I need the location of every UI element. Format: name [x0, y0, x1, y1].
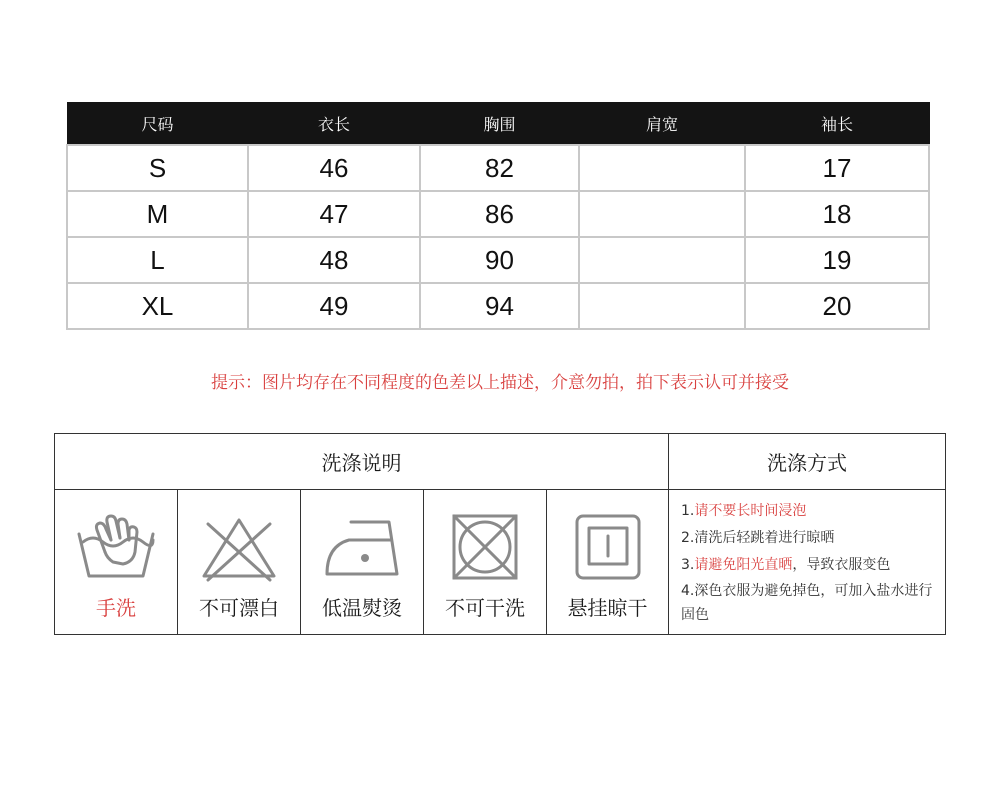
no-dry-clean-icon: [444, 512, 526, 584]
instruction-warning: 请避免阳光直晒: [694, 557, 793, 573]
cell-sleeve: 18: [745, 191, 929, 237]
low-iron-label: 低温熨烫: [322, 596, 402, 620]
header-shoulder: 肩宽: [579, 102, 745, 145]
size-table-header: [67, 102, 929, 145]
list-item: [681, 552, 935, 579]
hand-wash-icon: [75, 512, 157, 584]
cell-shoulder: [579, 237, 745, 283]
hang-dry-label: 悬挂晾干: [567, 596, 648, 620]
low-iron-icon: [321, 512, 403, 584]
care-symbol-no-dry-clean: [424, 490, 547, 634]
cell-chest: 82: [420, 145, 579, 191]
no-bleach-label: 不可漂白: [199, 596, 279, 620]
cell-length: 49: [248, 283, 420, 329]
header-chest: 胸围: [420, 102, 579, 145]
cell-length: 48: [248, 237, 420, 283]
list-item: 4.深色衣服为避免掉色，可加入盐水进行固色: [681, 583, 933, 623]
cell-chest: 86: [420, 191, 579, 237]
cell-size: L: [67, 237, 248, 283]
care-symbol-hang-dry: [547, 490, 669, 634]
list-item: [681, 498, 935, 525]
table-row: [67, 283, 929, 329]
size-table: [66, 102, 930, 330]
cell-chest: 94: [420, 283, 579, 329]
cell-size: XL: [67, 283, 248, 329]
care-symbol-hand-wash: [55, 490, 178, 634]
washing-method-list: [669, 490, 945, 634]
hang-dry-icon: [567, 512, 649, 584]
care-instructions-panel: [54, 433, 946, 635]
instruction-number: 1.: [681, 503, 695, 519]
table-row: [67, 191, 929, 237]
header-sleeve: 袖长: [745, 102, 929, 145]
cell-size: S: [67, 145, 248, 191]
care-symbol-low-iron: [301, 490, 424, 634]
care-symbol-no-bleach: [178, 490, 301, 634]
cell-length: 46: [248, 145, 420, 191]
cell-sleeve: 20: [745, 283, 929, 329]
hand-wash-label: 手洗: [96, 596, 136, 620]
cell-sleeve: 17: [745, 145, 929, 191]
cell-size: M: [67, 191, 248, 237]
cell-sleeve: 19: [745, 237, 929, 283]
table-row: [67, 237, 929, 283]
instruction-text: ，导致衣服变色: [792, 557, 891, 573]
header-length: 衣长: [248, 102, 420, 145]
cell-shoulder: [579, 191, 745, 237]
instruction-warning: 请不要长时间浸泡: [694, 503, 807, 519]
list-item: 2.清洗后轻跳着进行晾晒: [681, 530, 835, 546]
cell-shoulder: [579, 283, 745, 329]
washing-method-title: 洗涤方式: [669, 434, 945, 490]
washing-guide-title: 洗涤说明: [55, 434, 669, 490]
cell-length: 47: [248, 191, 420, 237]
table-row: [67, 145, 929, 191]
header-size: 尺码: [67, 102, 248, 145]
cell-shoulder: [579, 145, 745, 191]
cell-chest: 90: [420, 237, 579, 283]
instruction-number: 3.: [681, 557, 695, 573]
no-bleach-icon: [198, 512, 280, 584]
color-difference-notice: 提示：图片均存在不同程度的色差以上描述，介意勿拍，拍下表示认可并接受: [211, 373, 789, 393]
no-dry-clean-label: 不可干洗: [445, 596, 525, 620]
